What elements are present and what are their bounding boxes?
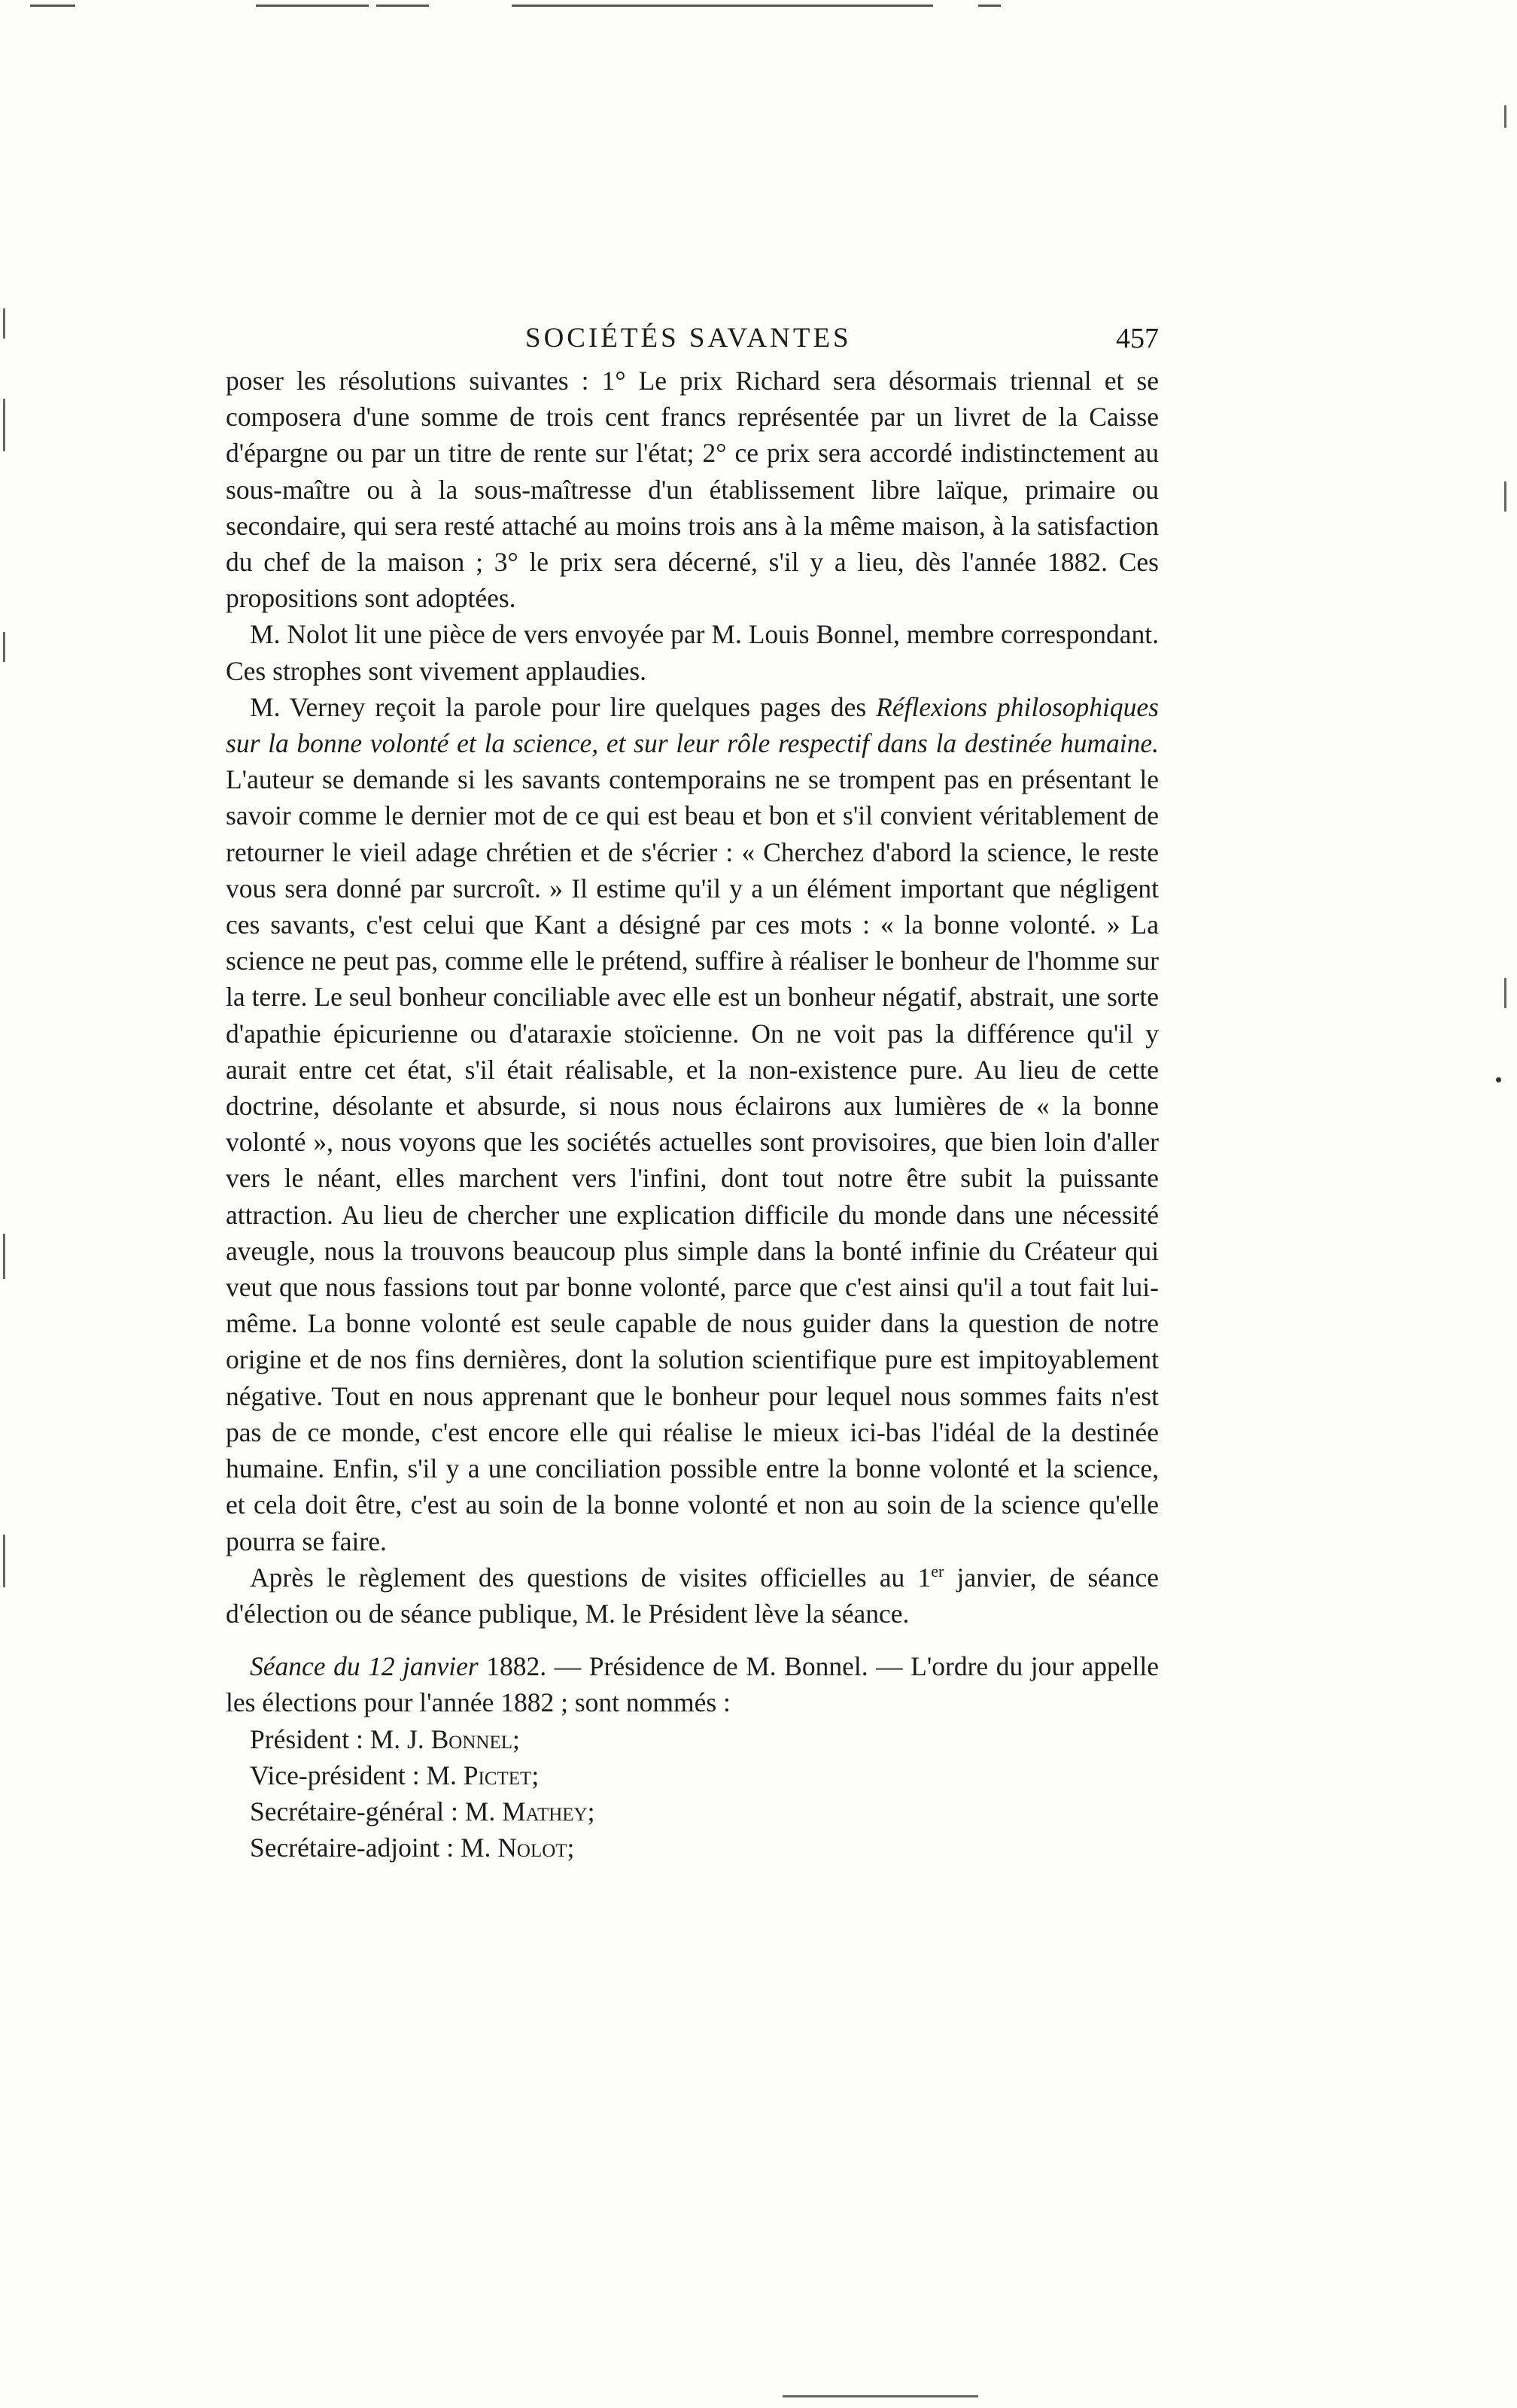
scan-artifact-top bbox=[30, 5, 75, 7]
scan-artifact-edge bbox=[1504, 481, 1506, 512]
officers-list bbox=[226, 1721, 1159, 1866]
scan-artifact-top bbox=[376, 5, 429, 7]
paragraph-seance bbox=[226, 1648, 1159, 1720]
page-header bbox=[226, 322, 1159, 367]
superscript-er: er bbox=[931, 1561, 944, 1581]
officer-punct: ; bbox=[531, 1760, 540, 1790]
seance-label: Séance du bbox=[250, 1651, 369, 1682]
officer-role: Secrétaire-adjoint : bbox=[250, 1833, 461, 1863]
officer-assistant-secretary bbox=[226, 1830, 1159, 1866]
scan-artifact-edge bbox=[3, 1535, 5, 1587]
paragraph-closing bbox=[226, 1559, 1159, 1632]
scan-artifact-edge bbox=[3, 632, 5, 662]
officer-president bbox=[226, 1721, 1159, 1757]
officer-role: Secrétaire-général : bbox=[250, 1796, 465, 1826]
seance-text: — Présidence de M. Bonnel. — L'ordre du jour appelle les élections pour l'année 1882 ; sont nommés : bbox=[226, 1651, 1159, 1718]
scan-artifact-edge bbox=[1504, 978, 1506, 1008]
officer-name: M. Pictet bbox=[426, 1760, 532, 1790]
officer-name: M. J. Bonnel bbox=[369, 1723, 512, 1754]
scan-artifact-top bbox=[978, 5, 1001, 7]
paragraph-nolot: M. Nolot lit une pièce de vers envoyée par M. Louis Bonnel, membre correspondant. Ces strophes sont vivement applaudies. bbox=[226, 619, 1159, 686]
scan-artifact-bottom bbox=[783, 2395, 978, 2397]
scan-artifact-top bbox=[512, 5, 933, 7]
running-head: SOCIÉTÉS SAVANTES bbox=[525, 323, 852, 354]
paragraph-resolutions: poser les résolutions suivantes : 1° Le prix Richard sera désormais triennal et se composera d'une somme de trois cent francs représentée par un livret de la Caisse d'épargne ou par un titre de rente sur l'état; 2° ce prix sera accordé indistinctement au sous-maître ou à la sous-maîtresse d'un établissement libre laïque, primaire ou secondaire, qui sera resté attaché au moins trois ans à la même maison, à la satisfaction du chef de la maison ; 3° le prix sera décerné, s'il y a lieu, dès l'année 1882. Ces propositions sont adoptées. bbox=[226, 366, 1159, 614]
officer-secretary-general bbox=[226, 1793, 1159, 1830]
closing-text-start: Après le règlement des questions de visites officielles au 1 bbox=[250, 1562, 932, 1593]
paragraph-verney bbox=[226, 689, 1159, 1559]
page-number: 457 bbox=[1116, 323, 1159, 354]
officer-punct: ; bbox=[587, 1796, 595, 1826]
officer-role: Président : bbox=[250, 1723, 370, 1754]
officer-name: M. Mathey bbox=[464, 1796, 588, 1826]
officer-role: Vice-président : bbox=[250, 1760, 427, 1790]
seance-month: janvier bbox=[394, 1651, 487, 1682]
officer-vice-president bbox=[226, 1757, 1159, 1793]
officer-punct: ; bbox=[512, 1723, 520, 1754]
body-text bbox=[226, 363, 1159, 1866]
scan-artifact-top bbox=[256, 5, 369, 7]
scan-artifact-edge bbox=[3, 1234, 5, 1279]
scan-artifact-edge bbox=[3, 308, 5, 339]
verney-summary: L'auteur se demande si les savants contemporains ne se trompent pas en présentant le savoir comme le dernier mot de ce qui est beau et bon et s'il convient véritablement de retourner le vieil adage chrétien et de s'écrier : « Cherchez d'abord la science, le reste vous sera donné par surcroît. » Il estime qu'il y a un élément important que négligent ces savants, c'est celui que Kant a désigné par ces mots : « la bonne volonté. » La science ne peut pas, comme elle le prétend, suffire à réaliser le bonheur de l'homme sur la terre. Le seul bonheur conciliable avec elle est un bonheur négatif, abstrait, une sorte d'apathie épicurienne ou d'ataraxie stoïcienne. On ne voit pas la différence qu'il y aurait entre cet état, s'il était réalisable, et la non-existence pure. Au lieu de cette doctrine, désolante et absurde, si nous nous éclairons aux lumières de « la bonne volonté », nous voyons que les sociétés actuelles sont provisoires, que bien loin d'aller vers le néant, elles marchent vers l'infini, dont tout notre être subit la puissante attraction. Au lieu de chercher une explication difficile du monde dans une nécessité aveugle, nous la trouvons beaucoup plus simple dans la bonté infinie du Créateur qui veut que nous fassions tout par bonne volonté, parce que c'est ainsi qu'il a tout fait lui-même. La bonne volonté est seule capable de nous guider dans la question de notre origine et de nos fins dernières, dont la solution scientifique pure est impitoyablement négative. Tout en nous apprenant que le bonheur pour lequel nous sommes faits n'est pas de ce monde, c'est encore elle qui réalise le mieux ici-bas l'idéal de la destinée humaine. Enfin, s'il y a une conciliation possible entre la bonne volonté et la science, et cela doit être, c'est au soin de la bonne volonté et non au soin de la science qu'elle pourra se faire. bbox=[226, 764, 1159, 1556]
scan-artifact-edge bbox=[3, 399, 5, 451]
scan-artifact-edge bbox=[1504, 105, 1506, 128]
officer-punct: ; bbox=[567, 1833, 575, 1863]
seance-year: 1882. bbox=[486, 1651, 547, 1682]
scan-artifact-dot bbox=[1496, 1077, 1501, 1083]
seance-day: 12 bbox=[368, 1651, 395, 1682]
verney-lead: M. Verney reçoit la parole pour lire quelques pages des bbox=[250, 691, 877, 722]
closing-text-end: janvier, de séance d'élection ou de séance publique, M. le Président lève la séance. bbox=[226, 1562, 1159, 1629]
verney-work-title: Réflexions philosophiques sur la bonne volonté et la science, et sur leur rôle respectif dans la destinée humaine. bbox=[226, 691, 1159, 759]
officer-name: M. Nolot bbox=[460, 1833, 567, 1863]
